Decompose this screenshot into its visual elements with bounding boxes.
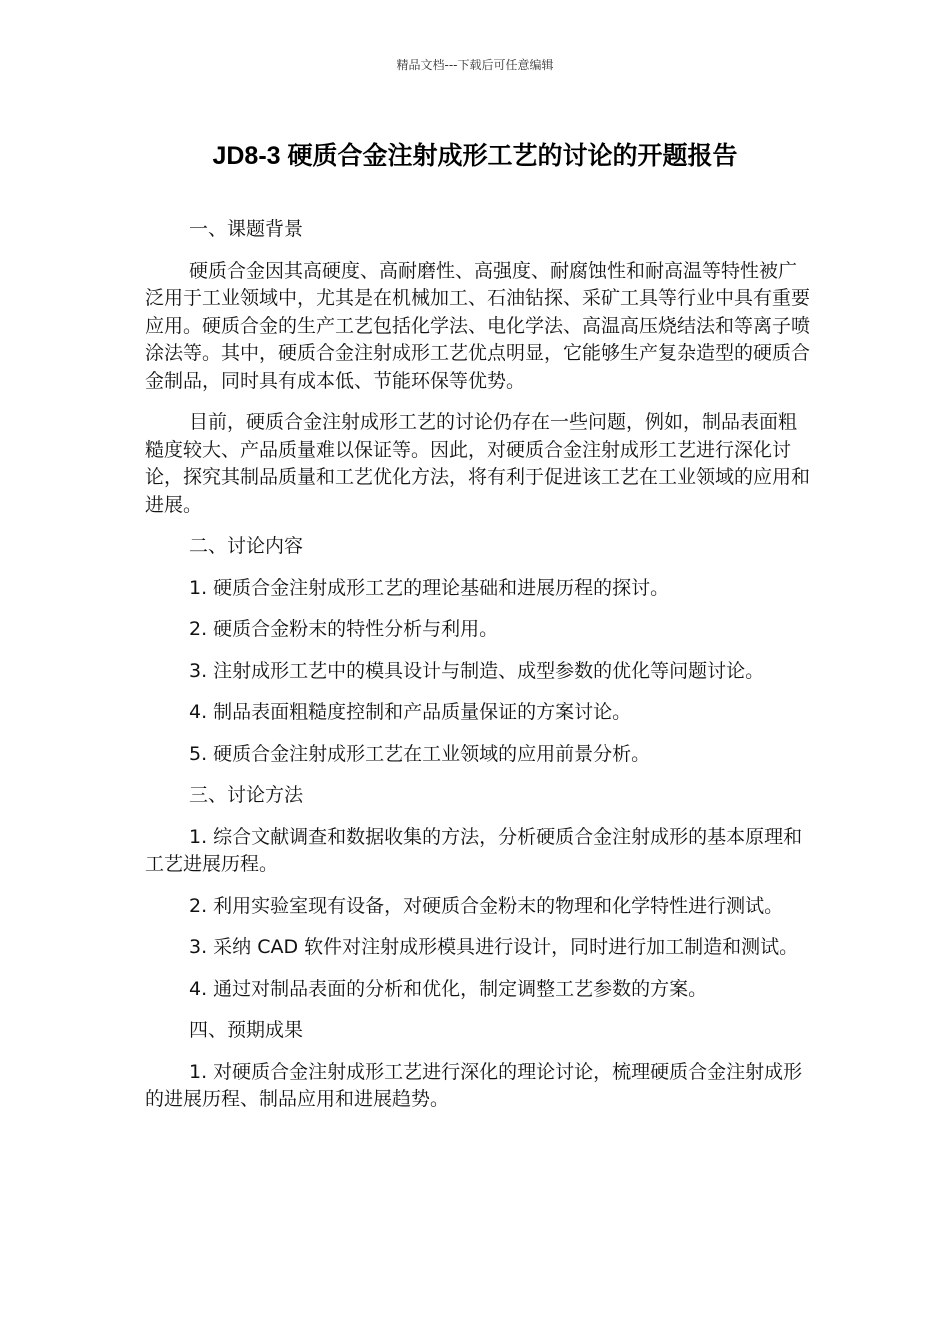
- list-item: 1. 对硬质合金注射成形工艺进行深化的理论讨论，梳理硬质合金注射成形的进展历程、制品应用和进展趋势。: [145, 1060, 803, 1110]
- section-heading-expected-results: 四、预期成果: [189, 1019, 304, 1041]
- paragraph: 目前，硬质合金注射成形工艺的讨论仍存在一些问题，例如，制品表面粗糙度较大、产品质量难以保证等。因此，对硬质合金注射成形工艺进行深化讨论，探究其制品质量和工艺优化方法，将有利于促进该工艺在工业领域的应用和进展。: [145, 411, 811, 516]
- list-item: 2. 利用实验室现有设备，对硬质合金粉末的物理和化学特性进行测试。: [189, 894, 784, 917]
- section-heading-method: 三、讨论方法: [189, 784, 304, 806]
- document-body: [145, 216, 810, 1128]
- list-item: 4. 通过对制品表面的分析和优化，制定调整工艺参数的方案。: [189, 977, 708, 1000]
- paragraph: 硬质合金因其高硬度、高耐磨性、高强度、耐腐蚀性和耐高温等特性被广泛用于工业领域中，尤其是在机械加工、石油钻探、采矿工具等行业中具有重要应用。硬质合金的生产工艺包括化学法、电化学法、高温高压烧结法和等离子喷涂法等。其中，硬质合金注射成形工艺优点明显，它能够生产复杂造型的硬质合金制品，同时具有成本低、节能环保等优势。: [145, 259, 811, 392]
- list-item: 1. 硬质合金注射成形工艺的理论基础和进展历程的探讨。: [189, 576, 670, 599]
- list-item: 2. 硬质合金粉末的特性分析与利用。: [189, 618, 499, 640]
- section-heading-content: 二、讨论内容: [189, 535, 304, 557]
- list-item: 3. 采纳 CAD 软件对注射成形模具进行设计，同时进行加工制造和测试。: [189, 936, 799, 958]
- list-item: 4. 制品表面粗糙度控制和产品质量保证的方案讨论。: [189, 701, 632, 723]
- list-item: 5. 硬质合金注射成形工艺在工业领域的应用前景分析。: [189, 742, 651, 765]
- list-item: 3. 注射成形工艺中的模具设计与制造、成型参数的优化等问题讨论。: [189, 659, 765, 682]
- page-header-watermark: 精品文档---下载后可任意编辑: [396, 58, 554, 72]
- section-heading-background: 一、课题背景: [189, 218, 304, 240]
- list-item: 1. 综合文献调查和数据收集的方法，分析硬质合金注射成形的基本原理和工艺进展历程。: [145, 825, 803, 875]
- document-title: JD8-3 硬质合金注射成形工艺的讨论的开题报告: [212, 142, 738, 170]
